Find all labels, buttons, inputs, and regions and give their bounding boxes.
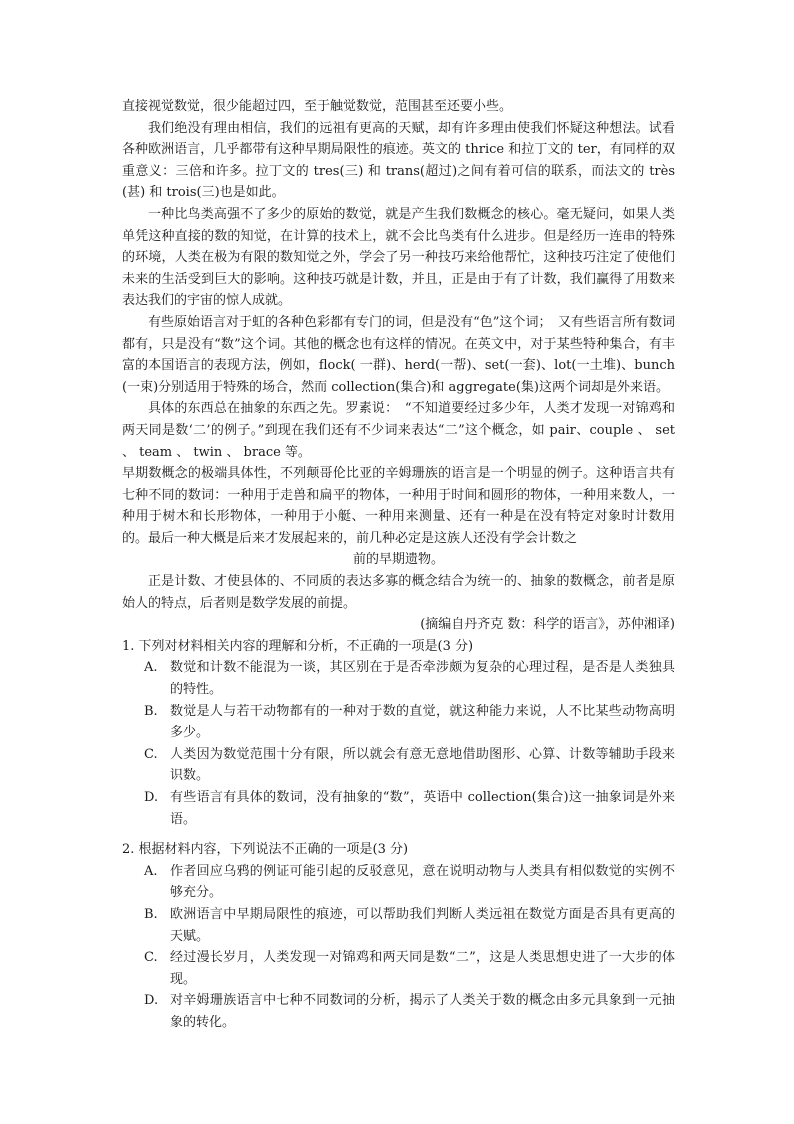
paragraph-6-tail: 前的早期遗物。 [352, 552, 444, 568]
paragraph-6: 早期数概念的极端具体性，不列颠哥伦比亚的辛姆珊族的语言是一个明显的例子。这种语言共有七种不同的数词：一种用于走兽和扁平的物体，一种用于时间和圆形的物体，一种用来数人，一种用于树木和长形物体，一种用于小艇、一种用来测量、还有一种是在没有特定对象时计数用的。最后一种大概是后来才发展起来的，前几种必定是这族人还没有学会计数之 [122, 466, 675, 546]
option-b [144, 701, 675, 744]
option-text: 对辛姆珊族语言中七种不同数词的分析，揭示了人类关于数的概念由多元具象到一元抽象的转化。 [170, 993, 675, 1030]
paragraph-7: 正是计数、才使县体的、不同质的表达多寡的概念结合为统一的、抽象的数概念，前者是原始人的特点，后者则是数学发展的前提。 [122, 574, 675, 611]
option-label: A. [144, 660, 158, 676]
source-citation: (摘编自丹齐克 数：科学的语言》，苏仲湘译) [420, 617, 675, 633]
option-text: 欧洲语言中早期局限性的痕迹，可以帮助我们判断人类远祖在数觉方面是否具有更高的天赋。 [170, 906, 675, 944]
option-text: 数觉是人与若干动物都有的一种对于数的直觉，就这种能力来说，人不比某些动物高明多少。 [170, 703, 675, 741]
question-stem: 1. 下列对材料相关内容的理解和分析，不正确的一项是(3 分) [122, 638, 474, 654]
paragraph-5: 具体的东西总在抽象的东西之先。罗素说： “不知道要经过多少年，人类才发现一对锦鸡和两天同是数‘二’的例子。”到现在我们还有不少词来表达“二”这个概念，如 pair、couple 、 set 、 team 、 twin 、 brace 等。 [122, 401, 675, 460]
option-c [144, 947, 675, 990]
document-page [122, 96, 675, 1034]
option-label: B. [144, 906, 158, 922]
option-text: 作者回应乌鸦的例证可能引起的反驳意见，意在说明动物与人类具有相似数觉的实例不够充分。 [170, 863, 675, 901]
option-label: D. [144, 790, 159, 805]
paragraph-1: 直接视觉数觉，很少能超过四，至于触觉数觉，范围甚至还要小些。 [122, 99, 513, 114]
option-b [144, 904, 675, 947]
option-text: 有些语言有具体的数词，没有抽象的“数”，英语中 collection(集合)这一抽象词是外来语。 [170, 790, 675, 827]
option-text: 经过漫长岁月，人类发现一对锦鸡和两天同是数“二”，这是人类思想史进了一大步的体现。 [170, 950, 675, 987]
paragraph-2: 我们绝没有理由相信，我们的远祖有更高的天赋，却有许多理由使我们怀疑这种想法。试看各种欧洲语言，几乎都带有这种早期局限性的痕迹。英文的 thrice 和拉丁文的 ter，有同样的双重意义：三倍和许多。拉丁文的 tres(三) 和 trans(超过)之间有着可信的联系，而法文的 très(甚) 和 trois(三)也是如此。 [122, 120, 675, 201]
paragraph-3: 一种比鸟类高强不了多少的原始的数觉，就是产生我们数概念的核心。毫无疑问，如果人类单凭这种直接的数的知觉，在计算的技术上，就不会比鸟类有什么进步。但是经历一连串的特殊的环境，人类在极为有限的数知觉之外，学会了另一种技巧来给他帮忙，这种技巧注定了使他们未来的生活受到巨大的影响。这种技巧就是计数，并且，正是由于有了计数，我们赢得了用数来表达我们的宇宙的惊人成就。 [122, 206, 675, 309]
option-c [144, 744, 675, 787]
paragraph-4: 有些原始语言对于虹的各种色彩都有专门的词，但是没有“色”这个词； 又有些语言所有数词都有，只是没有“数”这个词。其他的概念也有这样的情况。在英文中，对于某些特种集合，有丰富的本国语言的表现方法，例如，flock( 一群)、herd(一帮)、set(一套)、lot(一土堆)、bunch(一束)分别适用于特殊的场合，然而 collection(集合)和 aggregate(集)这两个词却是外来语。 [122, 314, 675, 395]
option-label: B. [144, 703, 158, 719]
option-label: A. [144, 863, 158, 879]
option-d [144, 787, 675, 830]
option-d [144, 990, 675, 1033]
option-text: 数觉和计数不能混为一谈，其区别在于是否牵涉颇为复杂的心理过程，是否是人类独具的特性。 [170, 660, 675, 698]
option-label: D. [144, 993, 159, 1009]
question-2 [122, 839, 675, 1033]
question-1 [122, 636, 675, 830]
option-text: 人类因为数觉范围十分有限，所以就会有意无意地借助图形、心算、计数等辅助手段来识数。 [170, 746, 675, 784]
option-label: C. [144, 950, 158, 966]
option-a [144, 861, 675, 904]
option-a [144, 657, 675, 700]
question-stem: 2. 根据材料内容，下列说法不正确的一项是(3 分) [122, 842, 409, 858]
option-label: C. [144, 746, 158, 762]
